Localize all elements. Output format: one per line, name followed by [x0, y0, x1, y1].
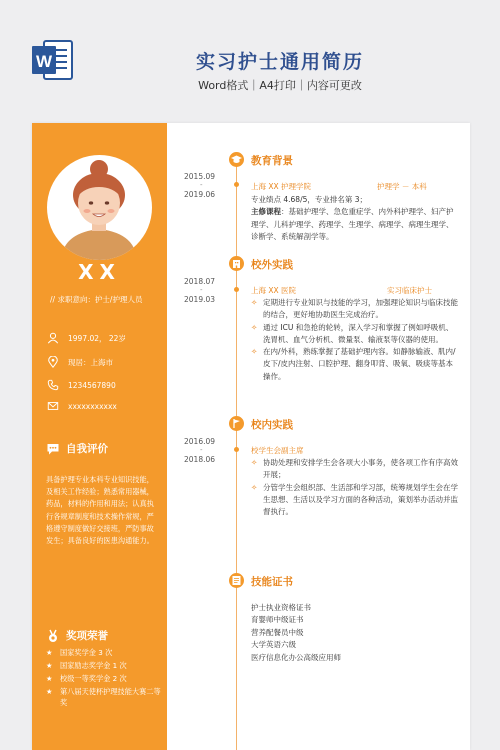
date-dash: - [200, 446, 203, 454]
star-icon: ★ [46, 687, 53, 696]
education-details [251, 194, 459, 243]
external-bullets [251, 297, 459, 383]
external-title: 校外实践 [251, 259, 293, 271]
mail-icon [46, 399, 60, 413]
external-end-date: 2019.03 [184, 295, 216, 304]
education-start-date: 2015.09 [184, 172, 216, 181]
avatar [47, 155, 152, 260]
location-text: 现居：上海市 [68, 357, 113, 367]
self-eval-heading [46, 441, 108, 456]
honors-heading [46, 628, 108, 643]
education-end-date: 2019.06 [184, 190, 216, 199]
courses-label: 主修课程 [251, 207, 281, 217]
page-header [0, 0, 500, 112]
list-item: ✧ 通过 ICU 和急抢的轮转，深入学习和掌握了例如呼吸机、洗胃机、血气分析机、微量泵、输液泵等仪器的使用。 [251, 322, 454, 344]
education-courses: 主修课程：基础护理学、急危重症学、内外科护理学、妇产护理学、儿科护理学、药理学、生理学、病理学、病理生理学、诊断学、系统解剖学等。 [251, 207, 454, 241]
honor-item: ★ 第八届天使杯护理技能大赛二等奖 [46, 687, 161, 707]
date-dash: - [200, 286, 203, 294]
date-dash: - [200, 181, 203, 189]
graduation-cap-icon [229, 152, 244, 167]
honor-item: ★ 国家奖学金 3 次 [46, 648, 113, 657]
self-eval-title: 自我评价 [66, 443, 108, 455]
list-item: 育婴师中级证书 [251, 615, 304, 625]
external-role: 实习临床护士 [387, 286, 432, 295]
info-location [46, 355, 113, 369]
timeline-dot [234, 182, 239, 187]
page-subtitle: Word格式｜A4打印｜内容可更改 [198, 79, 362, 92]
list-item: 护士执业资格证书 [251, 603, 311, 612]
timeline-dot [234, 447, 239, 452]
phone-icon [46, 378, 60, 392]
list-item: 大学英语六级 [251, 640, 296, 650]
campus-start-date: 2016.09 [184, 437, 216, 446]
education-title: 教育背景 [251, 155, 293, 167]
person-icon [46, 331, 60, 345]
external-start-date: 2018.07 [184, 277, 216, 286]
avatar-illustration-icon [47, 155, 152, 260]
self-eval-text: 具备护理专业本科专业知识技能，及相关工作经验；熟悉常用器械，药品，材料的作用和用法；认真执行各规章制度和技术操作常规，严格遵守制度做好交接班，严防事故发生；具备良好的医患沟通能力。 [46, 475, 154, 546]
star-icon: ★ [46, 674, 53, 683]
flag-icon [229, 416, 244, 431]
location-pin-icon [46, 355, 60, 369]
campus-bullets [251, 457, 459, 518]
honors-title: 奖项荣誉 [66, 630, 108, 642]
list-item: ✧ 在内/外科，熟练掌握了基础护理内容。如静脉输液、肌内/皮下/皮内注射、口腔护理、翻身叩背、吸氧、吸痰等基本操作。 [251, 347, 456, 381]
campus-title: 校内实践 [251, 419, 293, 431]
info-birth [46, 331, 126, 345]
skills-list [251, 602, 341, 664]
honor-item: ★ 校级一等奖学金 2 次 [46, 674, 127, 683]
resume-paper [32, 123, 470, 750]
campus-end-date: 2018.06 [184, 455, 216, 464]
email-text: xxxxxxxxxxx [68, 401, 117, 411]
candidate-name: XX [78, 260, 121, 284]
star-icon: ★ [46, 648, 53, 657]
list-item: 营养配餐员中级 [251, 627, 304, 637]
list-item: ✧ 协助处理和安排学生会各项大小事务，使各项工作有序高效开展； [251, 458, 458, 480]
phone-text: 1234567890 [68, 380, 116, 390]
external-org: 上海 XX 医院 [251, 286, 297, 295]
word-logo-letter: W [35, 52, 53, 71]
birth-text: 1997.02， 22岁 [68, 333, 126, 343]
education-school: 上海 XX 护理学院 [251, 182, 312, 191]
star-icon: ★ [46, 661, 53, 670]
list-item: ✧ 分管学生会组织部、生活部和学习部，统筹规划学生会在学生思想、生活以及学习方面的各种活动，策划举办活动并监督执行。 [251, 482, 458, 517]
page-title: 实习护士通用简历 [195, 51, 364, 73]
medal-icon [46, 629, 60, 643]
list-item: 医疗信息化办公高级应用师 [251, 652, 341, 662]
timeline-dot [234, 287, 239, 292]
info-phone [46, 378, 116, 392]
certificate-icon [229, 573, 244, 588]
building-icon [229, 256, 244, 271]
info-email [46, 399, 117, 413]
resume-sidebar [32, 123, 167, 750]
list-item: ✧ 定期进行专业知识与技能的学习，加强理论知识与临床技能的结合，更好地协助医生完成治疗。 [251, 298, 458, 320]
honor-item: ★ 国家励志奖学金 1 次 [46, 661, 127, 670]
campus-org: 校学生会副主席 [251, 446, 304, 455]
skills-title: 技能证书 [251, 576, 293, 588]
education-gpa: 专业绩点 4.68/5，专业排名第 3； [251, 195, 368, 204]
education-major: 护理学 － 本科 [377, 182, 427, 191]
comment-icon [46, 442, 60, 456]
timeline-line [236, 160, 237, 750]
job-intent: // 求职意向：护士/护理人员 [50, 295, 143, 304]
